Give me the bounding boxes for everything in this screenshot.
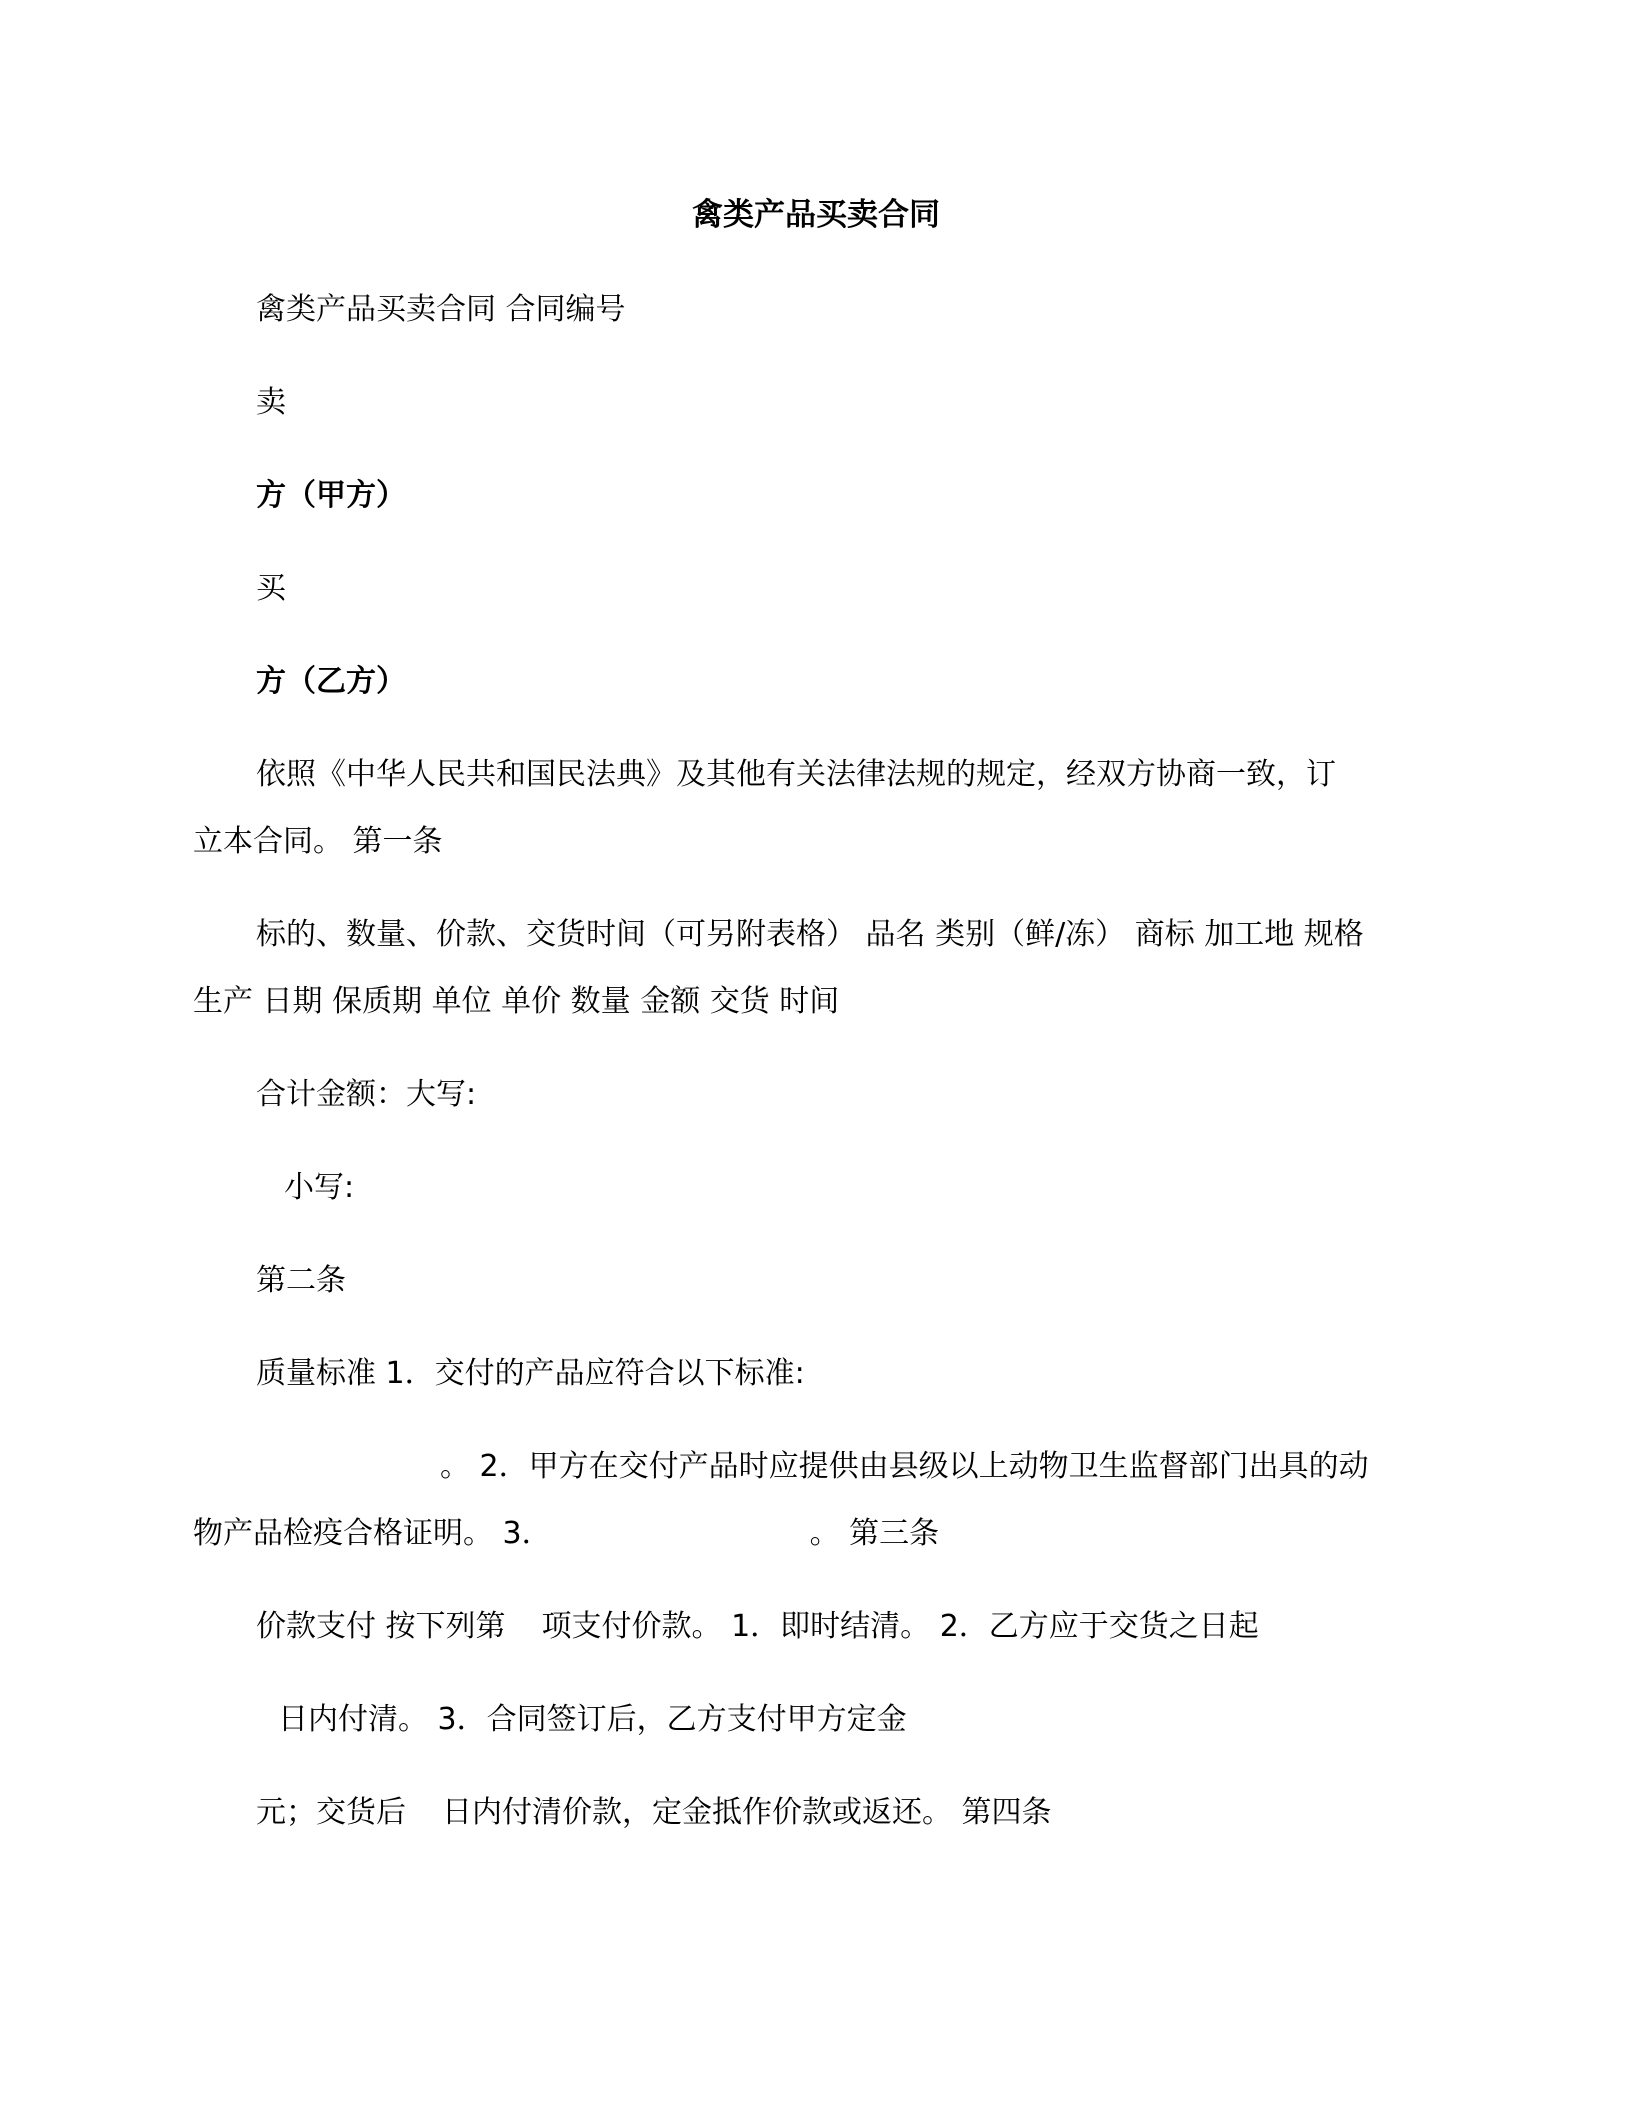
quality-line-2: 。 2．甲方在交付产品时应提供由县级以上动物卫生监督部门出具的动 bbox=[440, 1449, 1369, 1484]
total-amount-upper: 合计金额：大写: bbox=[256, 1077, 477, 1112]
payment-line-1-part-a: 价款支付 按下列第 bbox=[256, 1609, 506, 1644]
quality-line-3-part-b: 。 第三条 bbox=[809, 1516, 940, 1551]
buyer-label: 买 bbox=[256, 571, 286, 606]
contract-header-line: 禽类产品买卖合同 合同编号 bbox=[256, 292, 626, 327]
preamble-line-2: 立本合同。 第一条 bbox=[193, 824, 443, 859]
article2-heading: 第二条 bbox=[256, 1263, 346, 1298]
payment-line-2: 日内付清。 3．合同签订后，乙方支付甲方定金 bbox=[278, 1702, 907, 1737]
article1-line-1: 标的、数量、价款、交货时间（可另附表格） 品名 类别（鲜/冻） 商标 加工地 规格 bbox=[256, 917, 1364, 952]
payment-line-1 bbox=[256, 1605, 1259, 1649]
payment-line-3 bbox=[256, 1791, 1052, 1835]
article1-line-2: 生产 日期 保质期 单位 单价 数量 金额 交货 时间 bbox=[193, 984, 840, 1019]
quality-line-3 bbox=[193, 1512, 939, 1556]
seller-label: 卖 bbox=[256, 385, 286, 420]
quality-line-1: 质量标准 1．交付的产品应符合以下标准: bbox=[256, 1356, 805, 1391]
total-amount-lower: 小写: bbox=[284, 1170, 355, 1205]
payment-line-3-part-a: 元；交货后 bbox=[256, 1795, 406, 1830]
payment-line-3-part-b: 日内付清价款，定金抵作价款或返还。 第四条 bbox=[442, 1795, 1052, 1830]
payment-line-1-part-b: 项支付价款。 1．即时结清。 2．乙方应于交货之日起 bbox=[541, 1609, 1259, 1644]
buyer-role: 方（乙方） bbox=[256, 664, 406, 699]
document-title: 禽类产品买卖合同 bbox=[692, 197, 940, 233]
quality-line-3-part-a: 物产品检疫合格证明。 3． bbox=[193, 1516, 552, 1551]
preamble-line-1: 依照《中华人民共和国民法典》及其他有关法律法规的规定，经双方协商一致，订 bbox=[256, 757, 1336, 792]
seller-role: 方（甲方） bbox=[256, 478, 406, 513]
